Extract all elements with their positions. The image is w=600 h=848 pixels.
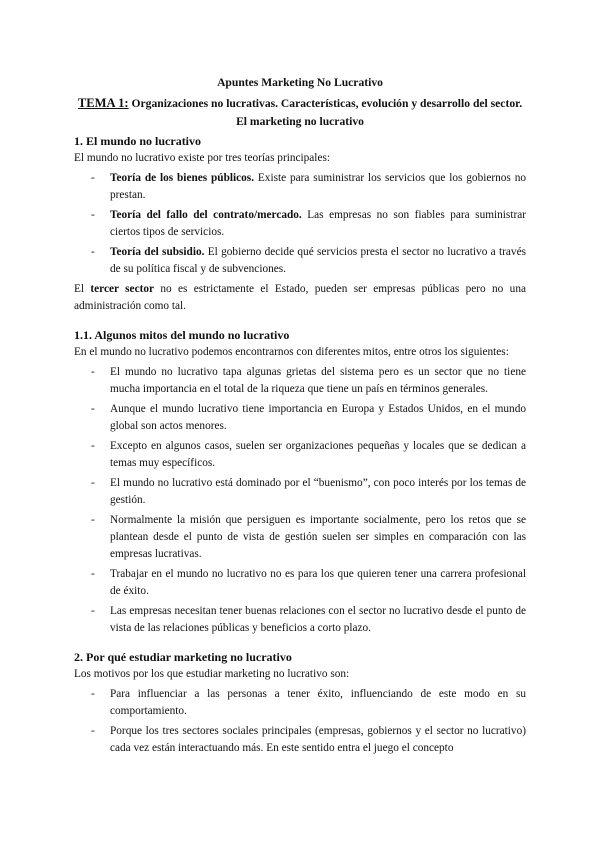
bullet-dash: - [91, 477, 95, 489]
section-heading-1: 1. El mundo no lucrativo [74, 134, 202, 148]
list-item [74, 170, 526, 204]
bullet-dash: - [91, 403, 95, 415]
section-heading-1-1: 1.1. Algunos mitos del mundo no lucrativo [74, 328, 290, 342]
theory-title: Teoría del subsidio. [110, 246, 205, 258]
list-item [74, 512, 526, 563]
list-item [74, 438, 526, 472]
list-item [74, 364, 526, 398]
section-heading-2: 2. Por qué estudiar marketing no lucrativo [74, 650, 292, 664]
myth-text: El mundo no lucrativo tapa algunas grietas del sistema pero es un sector que no tiene mucha importancia en el total de la riqueza que tiene un país en términos generales. [110, 366, 526, 395]
bullet-dash: - [91, 568, 95, 580]
list-item [74, 244, 526, 278]
bullet-dash: - [91, 725, 95, 737]
topic-text: Organizaciones no lucrativas. Características, evolución y desarrollo del sector. El marketing no lucrativo [128, 97, 523, 128]
myth-text: Aunque el mundo lucrativo tiene importancia en Europa y Estados Unidos, en el mundo global son actos menores. [110, 403, 526, 432]
bullet-dash: - [91, 514, 95, 526]
tercer-sector-paragraph [74, 281, 526, 315]
reason-text: Para influenciar a las personas a tener éxito, influenciando de este modo en su comportamiento. [110, 688, 526, 717]
list-item [74, 475, 526, 509]
theory-text: Las empresas no son fiables para suministrar ciertos tipos de servicios. [110, 209, 527, 238]
bullet-dash: - [91, 688, 95, 700]
bullet-dash: - [91, 366, 95, 378]
paragraph-text: no es estrictamente el Estado, pueden ser empresas públicas pero no una administración como tal. [74, 283, 526, 312]
theory-title: Teoría de los bienes públicos. [110, 172, 255, 184]
reasons-list [74, 686, 526, 757]
bullet-dash: - [91, 246, 95, 258]
topic-label: TEMA 1: [77, 96, 129, 110]
paragraph-text: El [74, 283, 91, 295]
theories-list [74, 170, 526, 278]
myth-text: Excepto en algunos casos, suelen ser organizaciones pequeñas y locales que se dedican a temas muy específicos. [110, 440, 526, 469]
myth-text: Normalmente la misión que persiguen es importante socialmente, pero los retos que se plantean desde el punto de vista de gestión suelen ser simples en comparación con las empresas lucrativas. [110, 514, 526, 560]
tercer-sector-term: tercer sector [90, 283, 155, 295]
list-item [74, 566, 526, 600]
list-item [74, 686, 526, 720]
section-1-1-intro: En el mundo no lucrativo podemos encontrarnos con diferentes mitos, entre otros los siguientes: [74, 346, 509, 358]
list-item [74, 401, 526, 435]
reason-text: Porque los tres sectores sociales principales (empresas, gobiernos y el sector no lucrativo) cada vez están interactuando más. En este sentido entra el juego el concepto [110, 725, 526, 754]
theory-text: El gobierno decide qué servicios presta el sector no lucrativo a través de su política fiscal y de subvenciones. [110, 246, 526, 275]
myth-text: Trabajar en el mundo no lucrativo no es para los que quieren tener una carrera profesional de éxito. [110, 568, 526, 597]
theory-title: Teoría del fallo del contrato/mercado. [110, 209, 302, 221]
bullet-dash: - [91, 440, 95, 452]
myths-list [74, 364, 526, 637]
bullet-dash: - [91, 172, 95, 184]
theory-text: Existe para suministrar los servicios que los gobiernos no prestan. [110, 172, 526, 201]
list-item [74, 723, 526, 757]
myth-text: El mundo no lucrativo está dominado por el “buenismo”, con poco interés por los temas de gestión. [110, 477, 526, 506]
document-title: Apuntes Marketing No Lucrativo [217, 76, 383, 89]
myth-text: Las empresas necesitan tener buenas relaciones con el sector no lucrativo desde el punto de vista de las relaciones públicas y beneficios a corto plazo. [110, 605, 526, 634]
section-1-intro: El mundo no lucrativo existe por tres teorías principales: [74, 152, 330, 164]
section-2-intro: Los motivos por los que estudiar marketing no lucrativo son: [74, 668, 350, 680]
bullet-dash: - [91, 605, 95, 617]
document-body [74, 74, 526, 757]
list-item [74, 603, 526, 637]
list-item [74, 207, 526, 241]
topic-heading [74, 94, 526, 131]
bullet-dash: - [91, 209, 95, 221]
